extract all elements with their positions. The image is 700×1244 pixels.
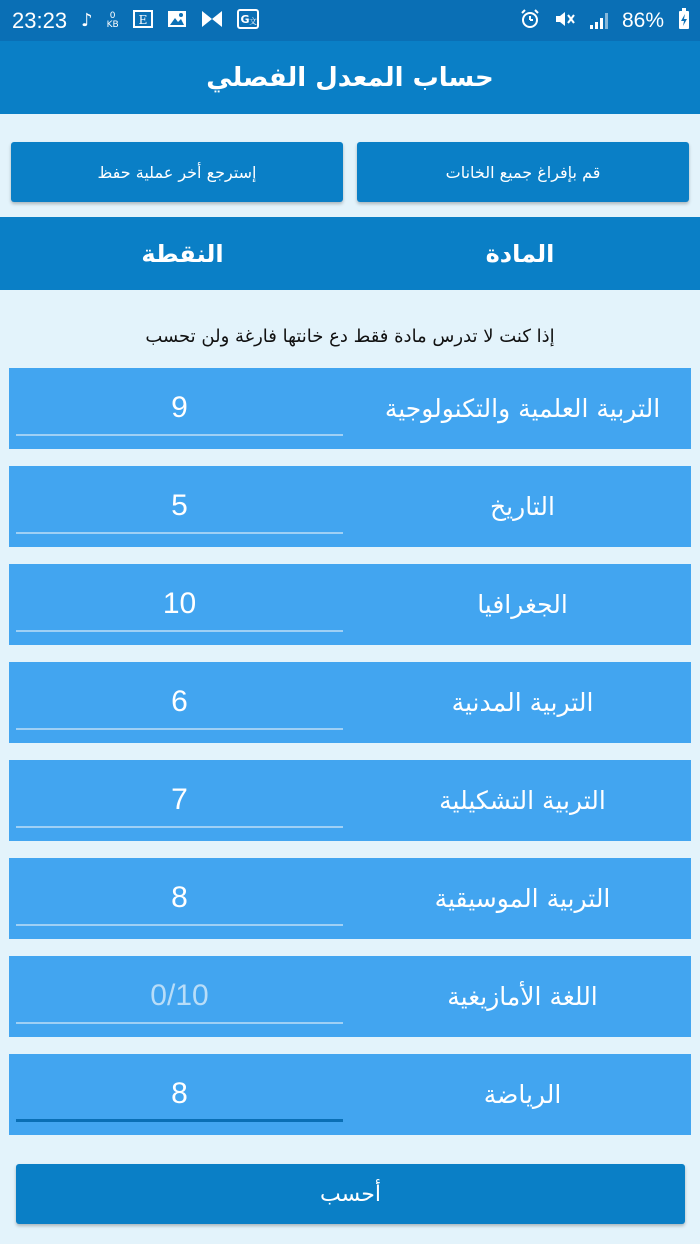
translate-icon: [237, 9, 259, 33]
svg-text:文: 文: [248, 16, 257, 26]
grade-input[interactable]: [16, 774, 343, 828]
grade-input[interactable]: [16, 872, 343, 926]
image-icon: [167, 10, 187, 32]
subject-label: الجغرافيا: [477, 590, 568, 619]
data-rate-unit: KB: [106, 19, 119, 30]
svg-text:E: E: [138, 12, 148, 27]
status-bar: [0, 0, 700, 41]
subject-row: [9, 368, 691, 449]
subject-label: اللغة الأمازيغية: [447, 982, 598, 1011]
subject-row: [9, 466, 691, 547]
battery-level: 86%: [621, 8, 664, 32]
app-bar: [0, 41, 700, 114]
data-rate-value: 0: [109, 10, 116, 21]
subject-row: [9, 662, 691, 743]
subject-label: التربية العلمية والتكنولوجية: [384, 394, 661, 423]
e-icon: [133, 10, 153, 32]
subject-label: التربية التشكيلية: [439, 786, 606, 815]
subject-label: الرياضة: [483, 1080, 562, 1109]
svg-text:G: G: [240, 12, 250, 26]
table-header: [0, 217, 700, 290]
restore-last-save-button[interactable]: إسترجع أخر عملية حفظ: [11, 142, 343, 202]
grade-column-header: النقطة: [141, 239, 224, 268]
clear-all-button[interactable]: قم بإفراغ جميع الخانات: [357, 142, 689, 202]
subject-label: التاريخ: [490, 492, 555, 521]
grade-input[interactable]: [16, 480, 343, 534]
alarm-icon: [520, 9, 540, 33]
grade-input[interactable]: [16, 382, 343, 436]
subject-row: [9, 564, 691, 645]
bowtie-icon: [201, 10, 223, 32]
battery-charging-icon: [678, 8, 690, 34]
status-time: 23:23: [12, 7, 68, 33]
subject-row: [9, 1054, 691, 1135]
signal-icon: [590, 13, 608, 29]
subject-column-header: المادة: [485, 239, 555, 268]
subject-row: [9, 858, 691, 939]
grade-input[interactable]: [16, 676, 343, 730]
subject-row: [9, 956, 691, 1037]
grade-input[interactable]: [16, 970, 343, 1024]
subject-row: [9, 760, 691, 841]
hint-text: إذا كنت لا تدرس مادة فقط دع خانتها فارغة ولن تحسب: [145, 325, 555, 347]
grade-input[interactable]: [16, 1068, 343, 1122]
subject-label: التربية الموسيقية: [434, 884, 611, 913]
data-rate-icon: [107, 12, 119, 30]
calculate-button[interactable]: أحسب: [16, 1164, 685, 1224]
music-note-icon: ♪: [81, 9, 93, 31]
app-title: حساب المعدل الفصلي: [206, 62, 494, 93]
subject-label: التربية المدنية: [451, 688, 594, 717]
mute-icon: [554, 9, 576, 33]
grade-input[interactable]: [16, 578, 343, 632]
